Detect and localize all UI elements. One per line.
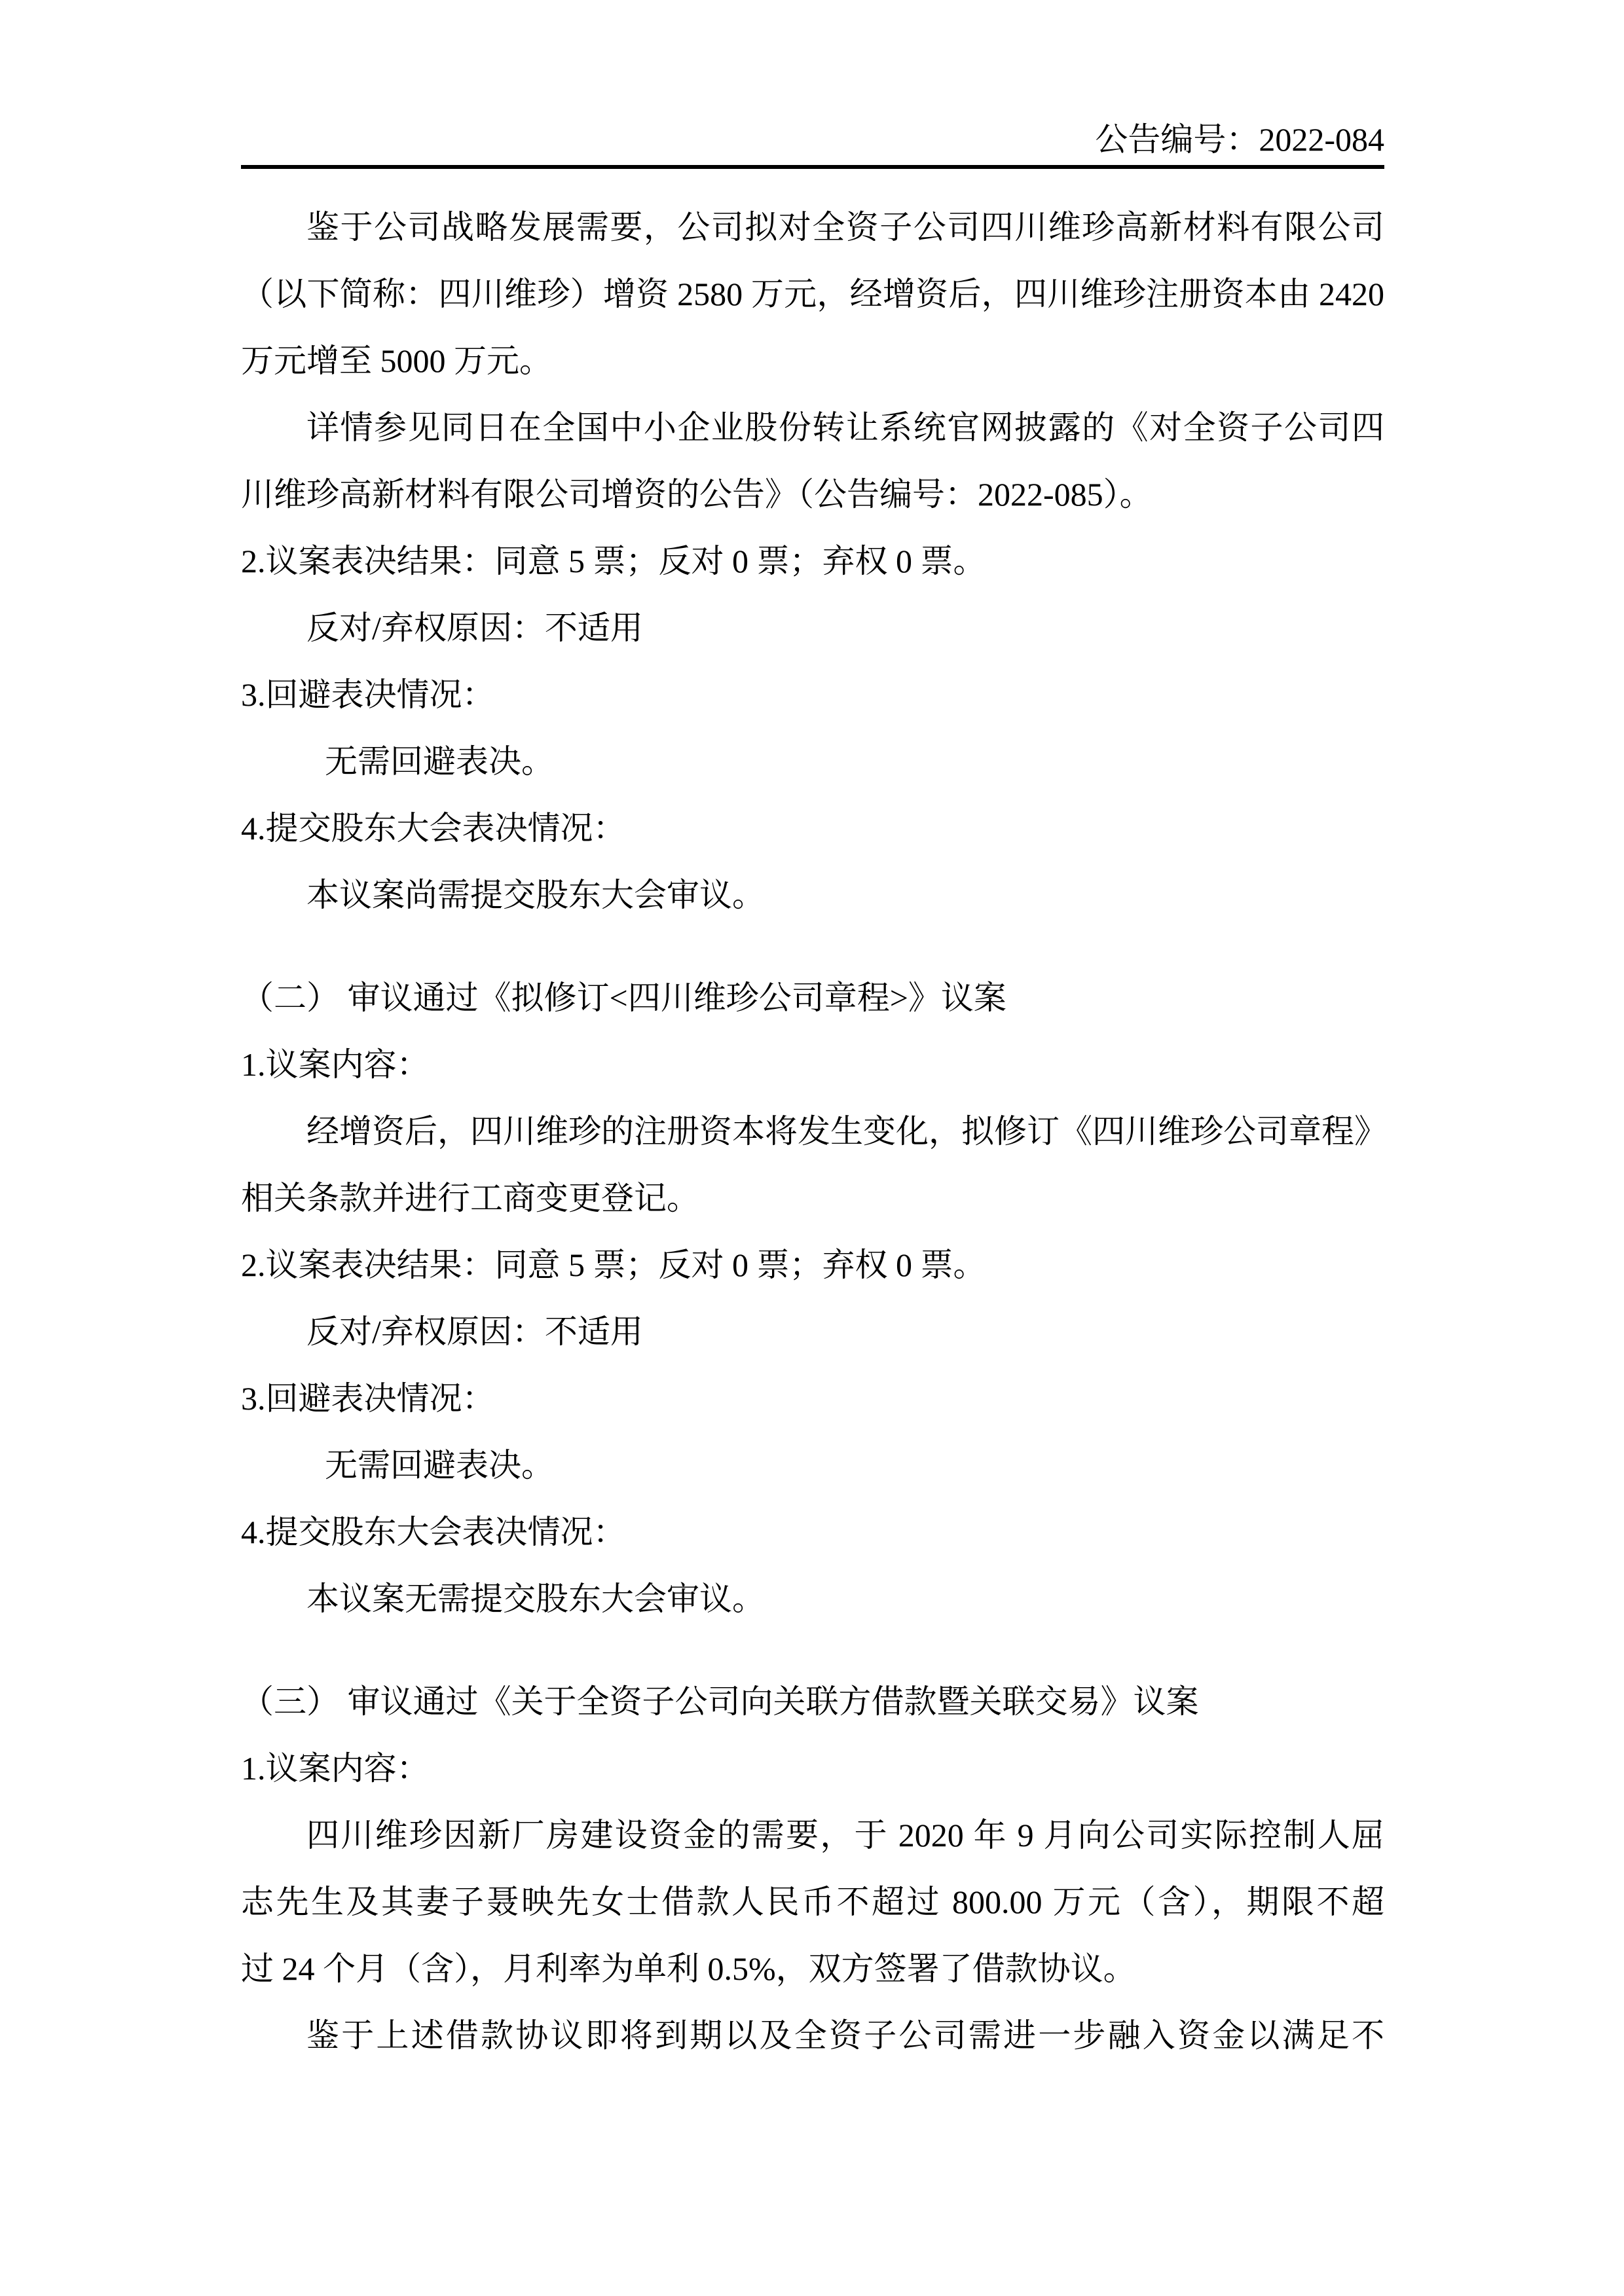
text-line: 4.提交股东大会表决情况：: [241, 1514, 626, 1550]
text-line: 2.议案表决结果：同意 5 票；反对 0 票；弃权 0 票。: [241, 1247, 986, 1283]
text-line: 万元增至 5000 万元。: [241, 342, 552, 379]
text-line: 1.议案内容：: [241, 1046, 430, 1083]
text-line: 反对/弃权原因：不适用: [306, 1313, 643, 1350]
text-line: 3.回避表决情况：: [241, 1380, 495, 1417]
text-line: 3.回避表决情况：: [241, 676, 495, 713]
text-line: 川维珍高新材料有限公司增资的公告》（公告编号：2022-085）。: [241, 476, 1153, 513]
text-line: 过 24 个月（含），月利率为单利 0.5%，双方签署了借款协议。: [241, 1950, 1136, 1987]
text-line: 志先生及其妻子聂映先女士借款人民币不超过 800.00 万元（含），期限不超: [241, 1884, 1384, 1920]
text-line: 经增资后，四川维珍的注册资本将发生变化，拟修订《四川维珍公司章程》: [306, 1113, 1387, 1150]
text-line: 无需回避表决。: [325, 1447, 554, 1484]
header-divider-line: [241, 165, 1384, 169]
text-line: 2.议案表决结果：同意 5 票；反对 0 票；弃权 0 票。: [241, 543, 986, 579]
text-line: 无需回避表决。: [325, 743, 554, 780]
document-body: [241, 194, 1387, 2069]
text-line: 鉴于上述借款协议即将到期以及全资子公司需进一步融入资金以满足不: [306, 2017, 1384, 2054]
text-line: 反对/弃权原因：不适用: [306, 610, 643, 646]
text-line: 本议案无需提交股东大会审议。: [306, 1580, 765, 1617]
blank-line: [241, 1632, 1384, 1668]
text-line: 详情参见同日在全国中小企业股份转让系统官网披露的《对全资子公司四: [306, 409, 1384, 446]
text-line: （二） 审议通过《拟修订<四川维珍公司章程>》议案: [241, 979, 1006, 1016]
text-line: 本议案尚需提交股东大会审议。: [306, 877, 765, 913]
text-line: （以下简称：四川维珍）增资 2580 万元，经增资后，四川维珍注册资本由 2420: [241, 276, 1384, 312]
text-line: （三） 审议通过《关于全资子公司向关联方借款暨关联交易》议案: [241, 1683, 1199, 1720]
blank-line: [241, 928, 1384, 964]
text-line: 相关条款并进行工商变更登记。: [241, 1180, 699, 1216]
text-line: 4.提交股东大会表决情况：: [241, 810, 626, 847]
text-line: 鉴于公司战略发展需要，公司拟对全资子公司四川维珍高新材料有限公司: [306, 209, 1384, 246]
announcement-number: 公告编号：2022-084: [1095, 121, 1384, 158]
text-line: 1.议案内容：: [241, 1750, 430, 1787]
page-header: [241, 122, 1384, 157]
text-line: 四川维珍因新厂房建设资金的需要，于 2020 年 9 月向公司实际控制人屈: [306, 1817, 1384, 1853]
